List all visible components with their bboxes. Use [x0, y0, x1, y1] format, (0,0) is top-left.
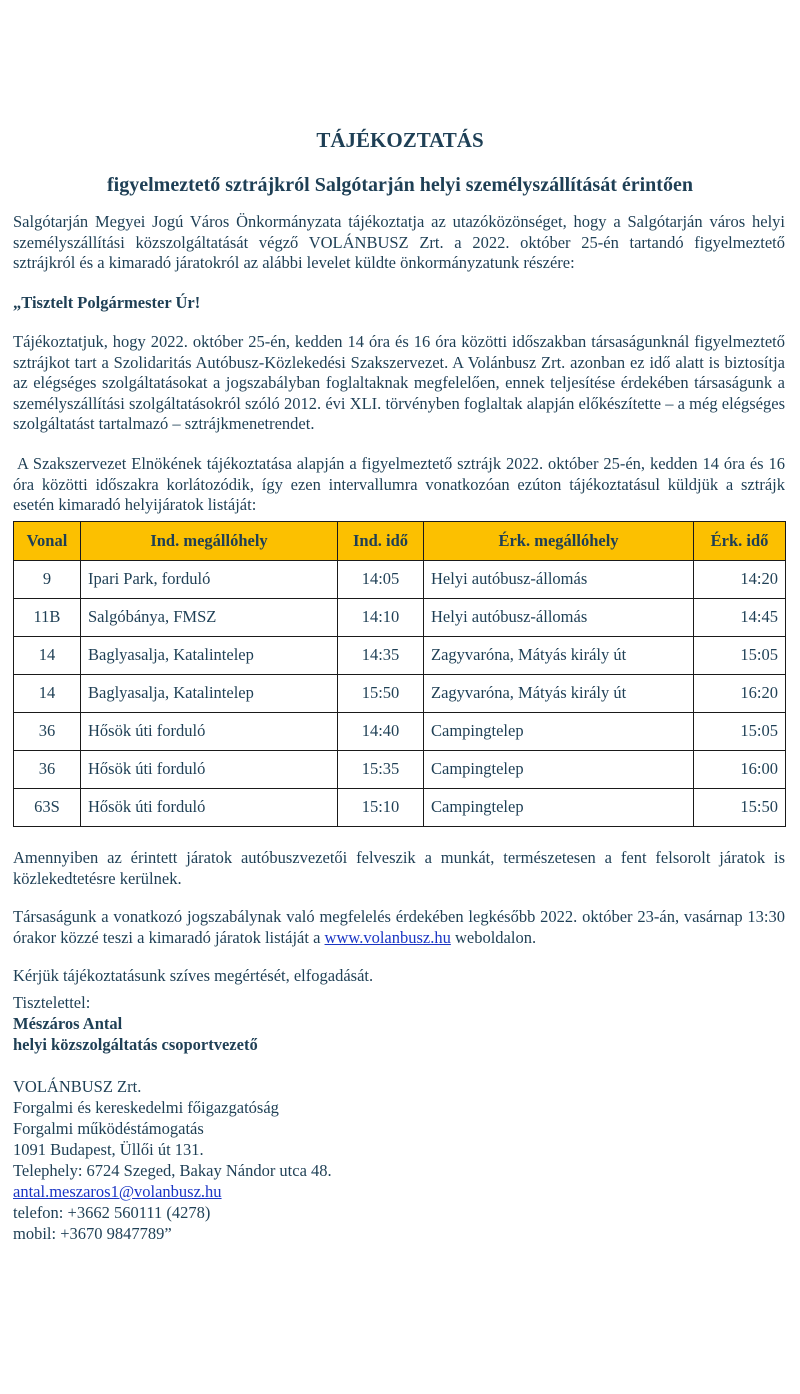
cell-departure-stop: Hősök úti forduló [81, 751, 338, 789]
cell-arrival-time: 14:45 [694, 599, 786, 637]
cell-arrival-stop: Helyi autóbusz-állomás [424, 599, 694, 637]
volanbusz-website-link[interactable]: www.volanbusz.hu [324, 927, 451, 947]
cell-arrival-stop: Zagyvaróna, Mátyás király út [424, 637, 694, 675]
cell-arrival-stop: Helyi autóbusz-állomás [424, 561, 694, 599]
signature-department: Forgalmi és kereskedelmi főigazgatóság [13, 1098, 279, 1117]
cell-arrival-stop: Campingtelep [424, 713, 694, 751]
signature-email-line [13, 1182, 785, 1203]
cell-line: 11B [14, 599, 81, 637]
cell-line: 14 [14, 675, 81, 713]
table-row [14, 789, 786, 827]
cell-departure-time: 14:10 [338, 599, 424, 637]
cell-departure-stop: Salgóbánya, FMSZ [81, 599, 338, 637]
cell-arrival-time: 15:50 [694, 789, 786, 827]
table-header-row [14, 522, 786, 561]
salutation: „Tisztelt Polgármester Úr! [13, 293, 201, 312]
cell-departure-time: 15:10 [338, 789, 424, 827]
column-header-arrival-time: Érk. idő [694, 522, 786, 561]
paragraph-publication [13, 907, 785, 948]
cancelled-routes-table [13, 521, 786, 827]
cell-line: 63S [14, 789, 81, 827]
signature-address: 1091 Budapest, Üllői út 131. [13, 1140, 204, 1159]
column-header-departure-stop: Ind. megállóhely [81, 522, 338, 561]
cell-departure-stop: Baglyasalja, Katalintelep [81, 675, 338, 713]
publication-text-before: Társaságunk a vonatkozó jogszabálynak való megfelelés érdekében legkésőbb 2022. október 23-án, vasárnap 13:30 órakor közzé teszi a kimaradó járatok listáját a [13, 907, 785, 947]
signature-phone: telefon: +3662 560111 (4278) [13, 1203, 211, 1222]
cell-arrival-stop: Campingtelep [424, 751, 694, 789]
cell-arrival-time: 16:20 [694, 675, 786, 713]
cell-departure-stop: Baglyasalja, Katalintelep [81, 637, 338, 675]
table-row [14, 637, 786, 675]
cell-line: 36 [14, 751, 81, 789]
cell-departure-time: 14:40 [338, 713, 424, 751]
column-header-line: Vonal [14, 522, 81, 561]
table-row [14, 599, 786, 637]
page-title: TÁJÉKOZTATÁS [316, 128, 484, 152]
cell-arrival-time: 16:00 [694, 751, 786, 789]
intro-paragraph: Salgótarján Megyei Jogú Város Önkormányzata tájékoztatja az utazóközönséget, hogy a Salgótarján város helyi személyszállítási közszolgáltatását végző VOLÁNBUSZ Zrt. a 2022. október 25-én tartandó figyelmeztető sztrájkról és a kimaradó járatokról az alábbi levelet küldte önkormányzatunk részére: [13, 212, 785, 272]
cell-departure-stop: Hősök úti forduló [81, 789, 338, 827]
column-header-arrival-stop: Érk. megállóhely [424, 522, 694, 561]
paragraph-closing-request: Kérjük tájékoztatásunk szíves megértését, elfogadását. [13, 966, 374, 985]
table-row [14, 713, 786, 751]
signature-unit: Forgalmi működéstámogatás [13, 1119, 204, 1138]
cell-line: 9 [14, 561, 81, 599]
cell-line: 14 [14, 637, 81, 675]
table-row [14, 675, 786, 713]
cell-departure-time: 15:35 [338, 751, 424, 789]
paragraph-strike-info: Tájékoztatjuk, hogy 2022. október 25-én, kedden 14 óra és 16 óra közötti időszakban társaságunknál figyelmeztető sztrájkot tart a Szolidaritás Autóbusz-Közlekedési Szakszervezet. A Volánbusz Zrt. azonban ez idő alatt is biztosítja az elégséges szolgáltatásokat a jogszabályban foglaltaknak megfelelően, ennek teljesítése érdekében társaságunk a személyszállítási szolgáltatásokról szóló 2012. évi XLI. törvényben foglaltak alapján előkészítette – a még elégséges szolgáltatást tartalmazó – sztrájkmenetrendet. [13, 332, 785, 433]
paragraph-drivers-return: Amennyiben az érintett járatok autóbuszvezetői felveszik a munkát, természetesen a fent felsorolt járatok is közlekedtetésre kerülnek. [13, 848, 785, 888]
cell-departure-time: 14:05 [338, 561, 424, 599]
cell-arrival-time: 15:05 [694, 713, 786, 751]
column-header-departure-time: Ind. idő [338, 522, 424, 561]
page-subtitle: figyelmeztető sztrájkról Salgótarján helyi személyszállítását érintően [107, 174, 693, 196]
email-link[interactable]: antal.meszaros1@volanbusz.hu [13, 1182, 222, 1201]
table-row [14, 561, 786, 599]
cell-arrival-stop: Zagyvaróna, Mátyás király út [424, 675, 694, 713]
cell-departure-time: 14:35 [338, 637, 424, 675]
table-row [14, 751, 786, 789]
cell-line: 36 [14, 713, 81, 751]
signature-mobile: mobil: +3670 9847789” [13, 1224, 172, 1243]
signature-name: Mészáros Antal [13, 1014, 123, 1033]
cell-departure-stop: Hősök úti forduló [81, 713, 338, 751]
signature-role: helyi közszolgáltatás csoportvezető [13, 1035, 258, 1054]
signature-closing: Tisztelettel: [13, 993, 91, 1012]
cell-departure-time: 15:50 [338, 675, 424, 713]
cell-arrival-time: 14:20 [694, 561, 786, 599]
cell-departure-stop: Ipari Park, forduló [81, 561, 338, 599]
signature-company: VOLÁNBUSZ Zrt. [13, 1077, 142, 1096]
cell-arrival-time: 15:05 [694, 637, 786, 675]
publication-text-after: weboldalon. [450, 927, 537, 947]
cell-arrival-stop: Campingtelep [424, 789, 694, 827]
signature-site: Telephely: 6724 Szeged, Bakay Nándor utca 48. [13, 1161, 332, 1180]
paragraph-cancelled-intro: A Szakszervezet Elnökének tájékoztatása alapján a figyelmeztető sztrájk 2022. október 25-én, kedden 14 óra és 16 óra közötti időszakra korlátozódik, így ezen intervallumra vonatkozóan ezúton tájékoztatásul küldjük a sztrájk esetén kimaradó helyijáratok listáját: [13, 454, 785, 514]
